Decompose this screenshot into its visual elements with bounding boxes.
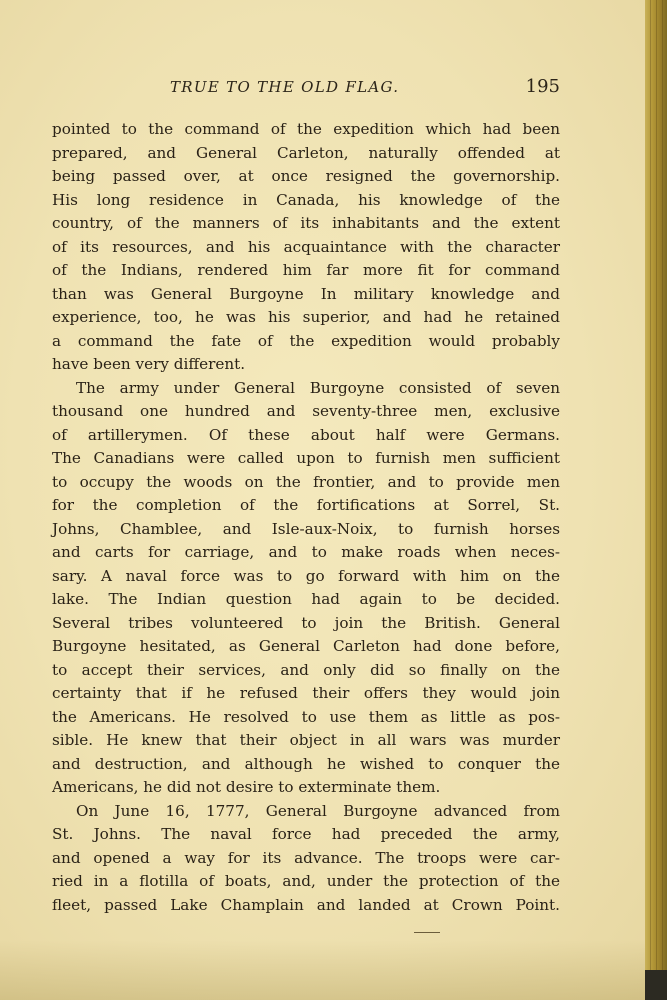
footer-rule	[414, 932, 440, 933]
text-line: Several tribes volunteered to join the British. General	[52, 613, 560, 632]
text-line: fleet, passed Lake Champlain and landed at Crown Point.	[52, 895, 560, 914]
page-header	[52, 74, 560, 102]
text-line: thousand one hundred and seventy-three men, exclusive	[52, 402, 560, 420]
text-line: a command the fate of the expedition would probably	[52, 331, 560, 350]
text-line: for the completion of the fortifications at Sorrel, St.	[52, 496, 560, 514]
page-number: 195	[525, 76, 560, 97]
text-line: to occupy the woods on the frontier, and to provide men	[52, 472, 560, 491]
running-title: TRUE TO THE OLD FLAG.	[170, 78, 400, 96]
text-line: and opened a way for its advance. The troops were car-	[52, 848, 560, 867]
page-edge-line	[656, 0, 657, 1000]
text-line: certainty that if he refused their offers they would join	[52, 684, 560, 702]
body-text	[52, 118, 560, 917]
text-line: Burgoyne hesitated, as General Carleton had done before,	[52, 637, 560, 655]
text-line: sible. He knew that their object in all wars was murder	[52, 731, 560, 749]
text-line: pointed to the command of the expedition which had been	[52, 120, 560, 138]
text-line: The army under General Burgoyne consisted of seven	[76, 378, 560, 397]
text-line: ried in a flotilla of boats, and, under the protection of the	[52, 872, 560, 890]
text-line: and carts for carriage, and to make roads when neces-	[52, 543, 560, 561]
page-edge	[645, 0, 667, 1000]
text-line: the Americans. He resolved to use them as little as pos-	[52, 707, 560, 726]
page-edge-corner	[645, 970, 667, 1000]
text-line: country, of the manners of its inhabitants and the extent	[52, 214, 560, 232]
page-edge-line	[662, 0, 663, 1000]
text-line: of artillerymen. Of these about half were Germans.	[52, 425, 560, 444]
text-line: have been very different.	[52, 355, 246, 373]
text-line: of the Indians, rendered him far more fit for command	[52, 261, 560, 279]
text-line: sary. A naval force was to go forward with him on the	[52, 566, 560, 585]
text-line: His long residence in Canada, his knowledge of the	[52, 190, 560, 209]
text-line: lake. The Indian question had again to be decided.	[52, 590, 560, 608]
text-line: Americans, he did not desire to exterminate them.	[52, 778, 441, 796]
page-shadow	[0, 940, 667, 1000]
text-line: The Canadians were called upon to furnish men sufficient	[52, 449, 560, 467]
text-line: than was General Burgoyne In military knowledge and	[52, 284, 560, 303]
text-line: Johns, Chamblee, and Isle-aux-Noix, to furnish horses	[52, 519, 560, 538]
text-line: being passed over, at once resigned the governorship.	[52, 167, 560, 185]
text-line: On June 16, 1777, General Burgoyne advanced from	[76, 801, 560, 820]
text-line: to accept their services, and only did so finally on the	[52, 660, 560, 679]
text-line: prepared, and General Carleton, naturally offended at	[52, 143, 560, 162]
text-line: experience, too, he was his superior, and had he retained	[52, 308, 560, 326]
text-line: St. Johns. The naval force had preceded the army,	[52, 825, 560, 843]
page-edge-line	[650, 0, 651, 1000]
text-line: and destruction, and although he wished to conquer the	[52, 754, 560, 773]
text-line: of its resources, and his acquaintance with the character	[52, 237, 560, 256]
